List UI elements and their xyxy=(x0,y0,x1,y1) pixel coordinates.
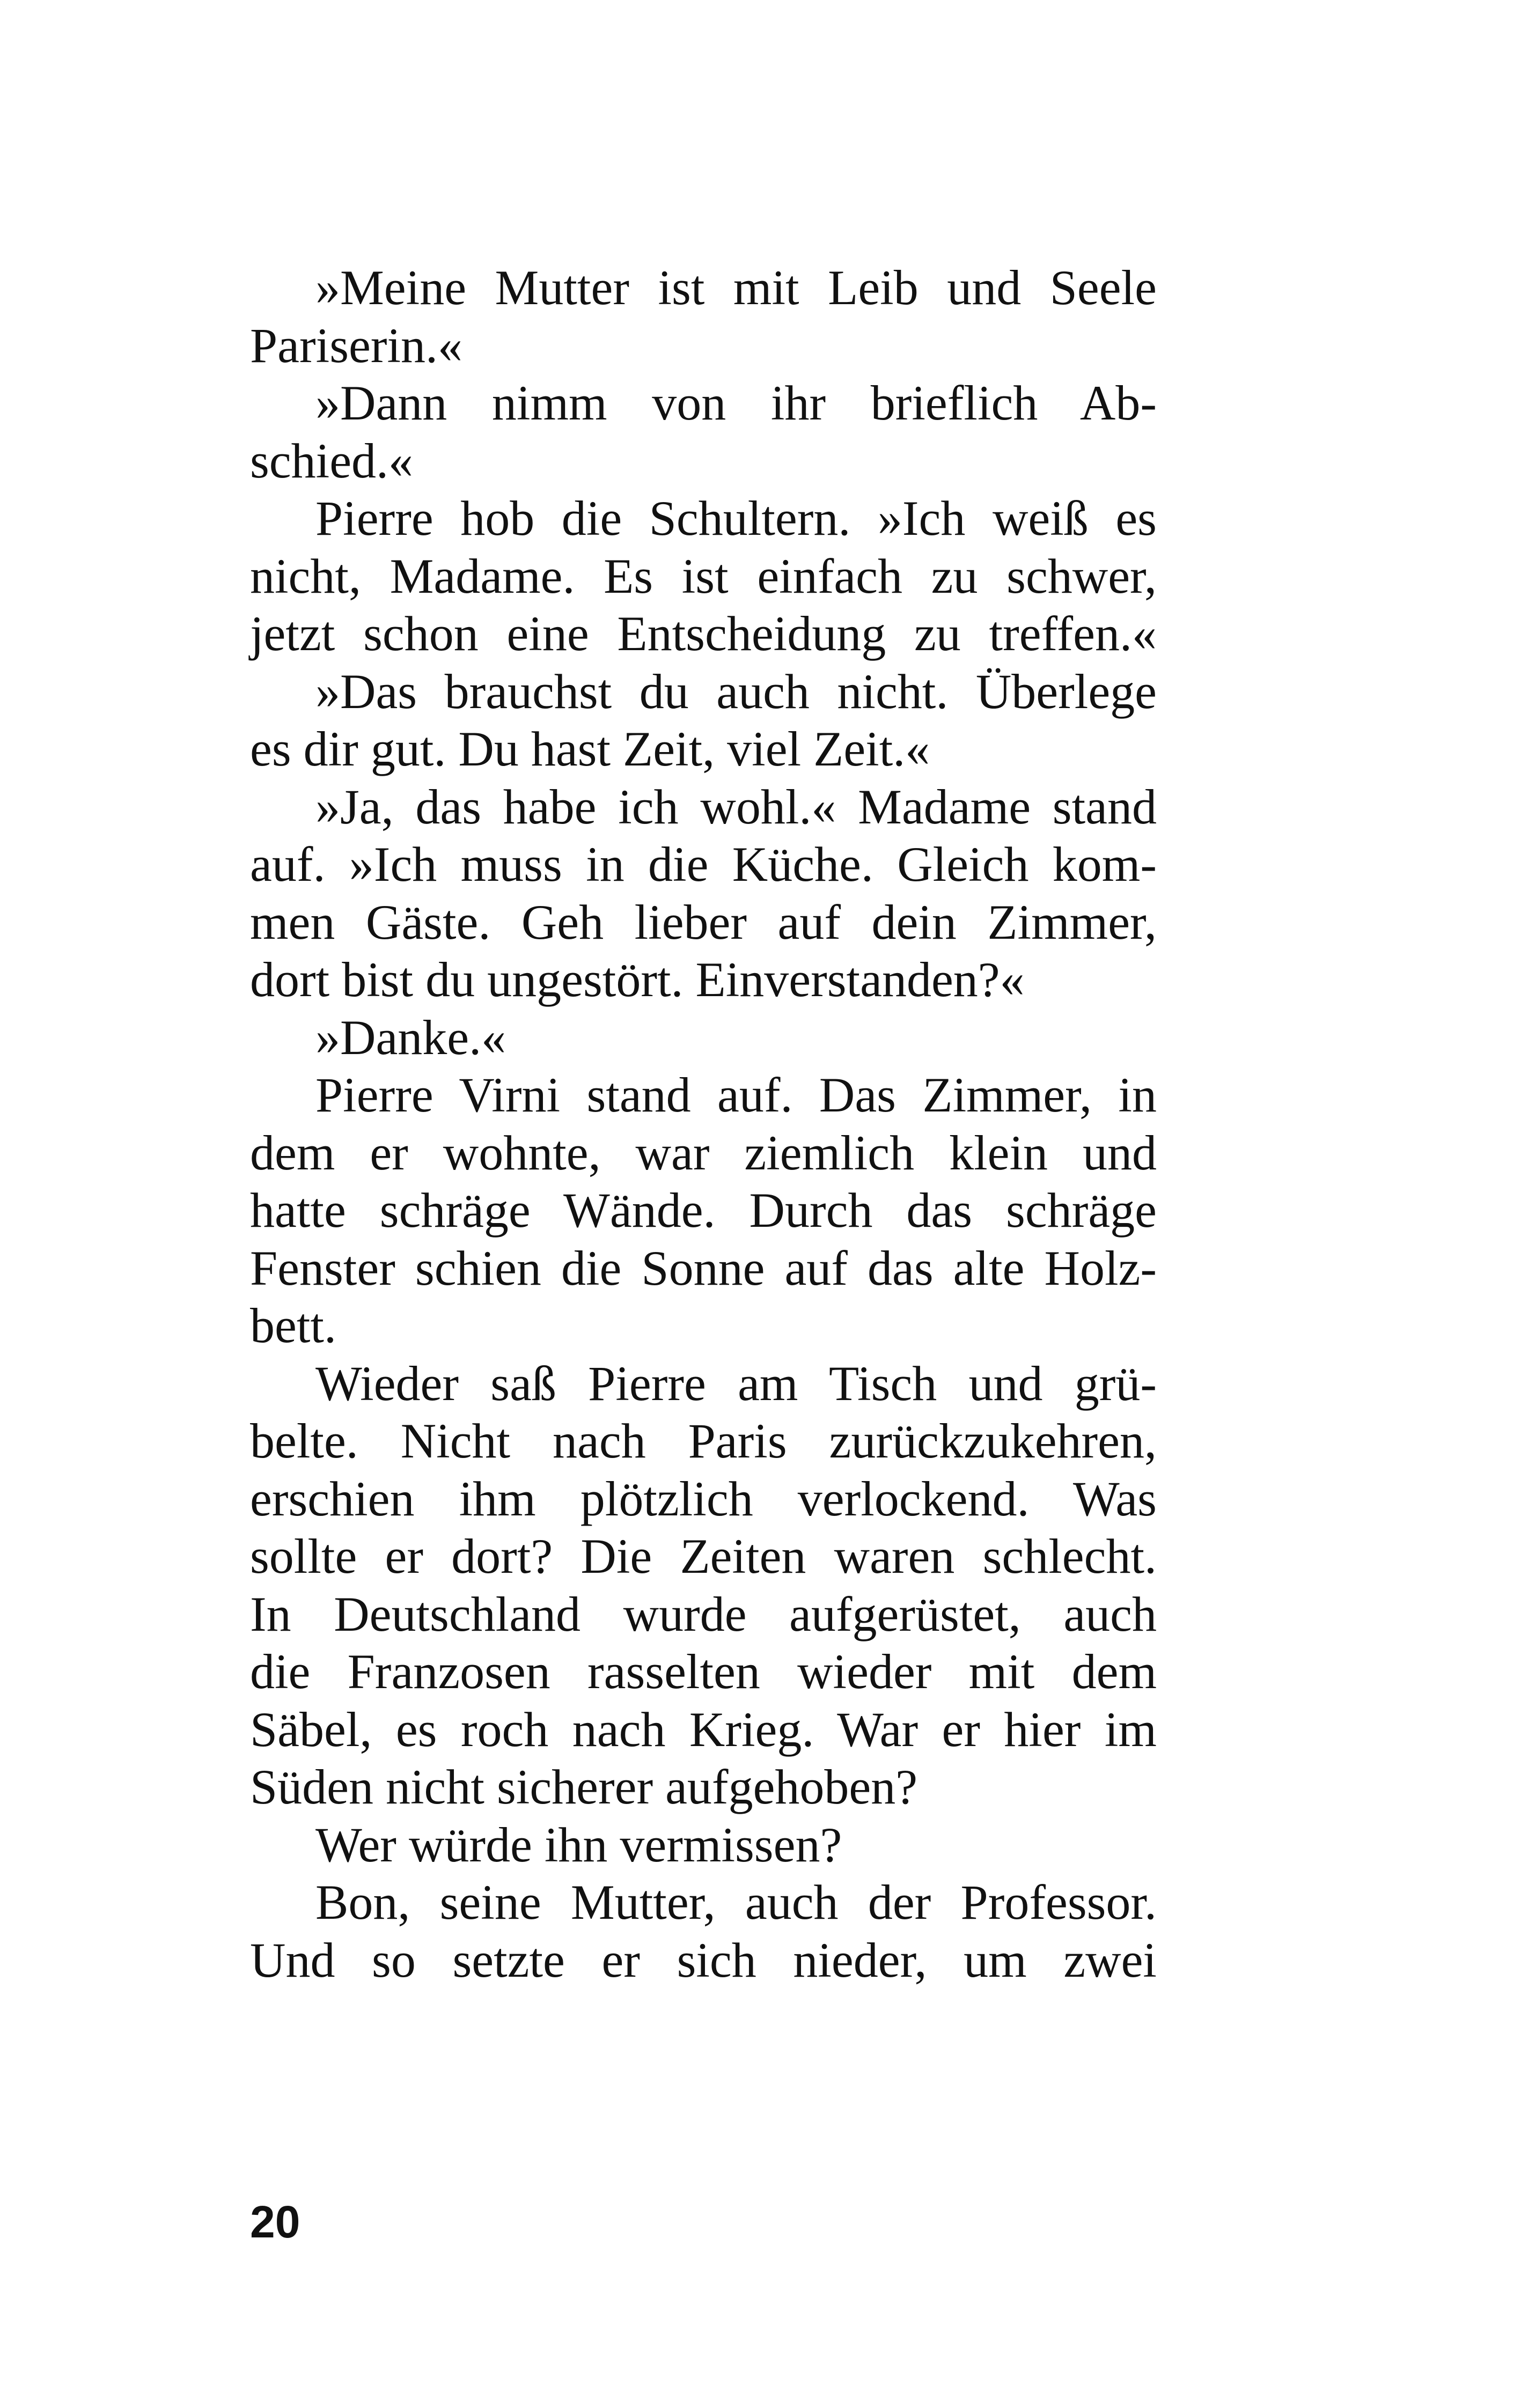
text-line: nicht, Madame. Es ist einfach zu schwer, xyxy=(250,548,1157,603)
text-line: schied.« xyxy=(250,433,414,488)
text-line: es dir gut. Du hast Zeit, viel Zeit.« xyxy=(250,721,930,776)
text-line: sollte er dort? Die Zeiten waren schlecht. xyxy=(250,1529,1157,1584)
text-line: Bon, seine Mutter, auch der Professor. xyxy=(315,1875,1157,1930)
text-line: auf. »Ich muss in die Küche. Gleich kom- xyxy=(250,837,1157,892)
text-line: Wieder saß Pierre am Tisch und grü- xyxy=(315,1356,1157,1411)
text-line: Pierre Virni stand auf. Das Zimmer, in xyxy=(315,1067,1157,1122)
text-line: dort bist du ungestört. Einverstanden?« xyxy=(250,952,1025,1007)
text-line: Süden nicht sicherer aufgehoben? xyxy=(250,1759,918,1814)
text-line: jetzt schon eine Entscheidung zu treffen.« xyxy=(250,606,1157,661)
text-line: men Gäste. Geh lieber auf dein Zimmer, xyxy=(250,894,1157,949)
text-line: Säbel, es roch nach Krieg. War er hier im xyxy=(250,1702,1157,1757)
text-line: In Deutschland wurde aufgerüstet, auch xyxy=(250,1586,1157,1641)
text-line: hatte schräge Wände. Durch das schräge xyxy=(250,1183,1157,1238)
text-line: Pierre hob die Schultern. »Ich weiß es xyxy=(315,491,1157,546)
text-line: »Meine Mutter ist mit Leib und Seele xyxy=(315,260,1157,315)
text-line: Fenster schien die Sonne auf das alte Holz- xyxy=(250,1240,1157,1295)
text-line: »Dann nimm von ihr brieflich Ab- xyxy=(315,375,1157,430)
text-line: belte. Nicht nach Paris zurückzukehren, xyxy=(250,1413,1157,1468)
text-line: erschien ihm plötzlich verlockend. Was xyxy=(250,1471,1157,1526)
text-line: Und so setzte er sich nieder, um zwei xyxy=(250,1932,1157,1987)
body-text xyxy=(250,259,1157,1989)
text-line: dem er wohnte, war ziemlich klein und xyxy=(250,1125,1157,1180)
text-line: Pariserin.« xyxy=(250,318,463,373)
text-line: »Das brauchst du auch nicht. Überlege xyxy=(315,664,1157,719)
text-line: bett. xyxy=(250,1298,336,1353)
page-number: 20 xyxy=(250,2197,300,2247)
text-line: Wer würde ihn vermissen? xyxy=(315,1817,842,1872)
text-line: »Ja, das habe ich wohl.« Madame stand xyxy=(315,779,1157,834)
text-line: die Franzosen rasselten wieder mit dem xyxy=(250,1644,1157,1699)
text-line: »Danke.« xyxy=(315,1010,506,1065)
